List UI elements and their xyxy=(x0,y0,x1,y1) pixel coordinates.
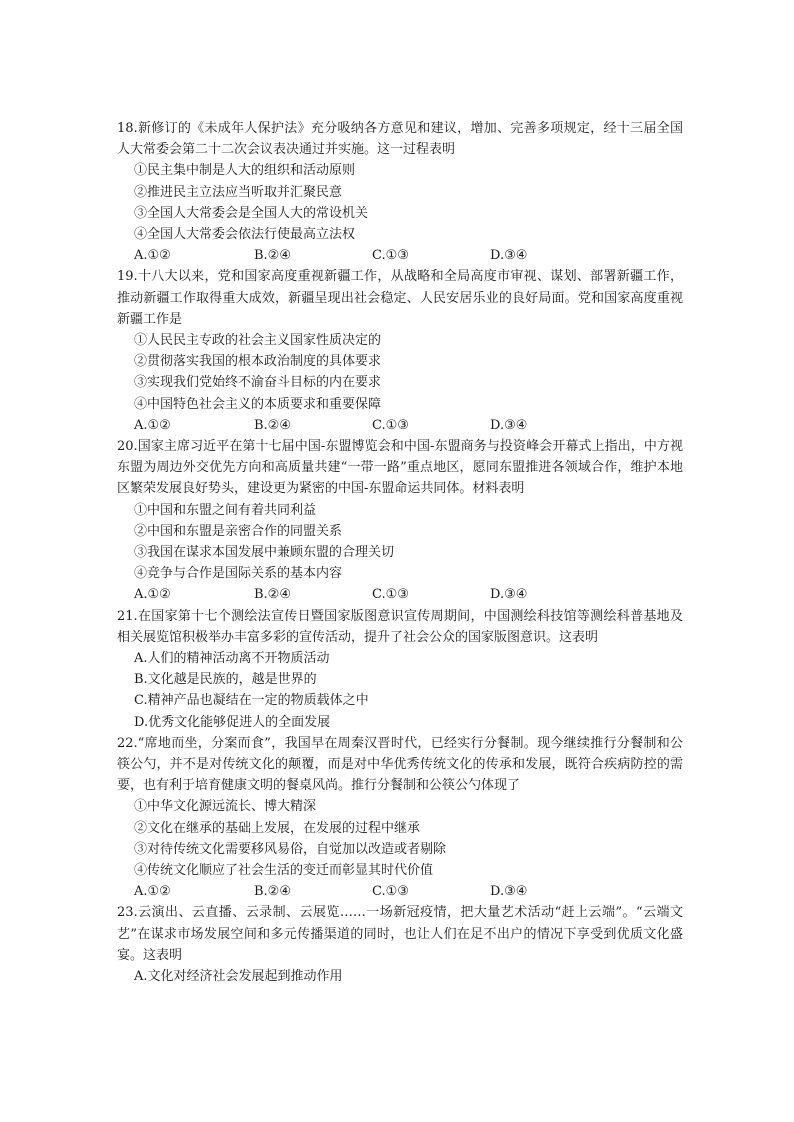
choice-c: C.①③ xyxy=(372,248,409,264)
answer-choices xyxy=(134,881,683,902)
choice-b: B.②④ xyxy=(254,417,291,433)
choice-b: B.②④ xyxy=(254,884,291,900)
answer-choices xyxy=(134,245,683,266)
question-18 xyxy=(117,118,683,266)
question-19 xyxy=(117,266,683,436)
choice-d: D.③④ xyxy=(490,417,528,433)
choice-d: D.③④ xyxy=(490,884,528,900)
choice-option: B.文化越是民族的，越是世界的 xyxy=(134,672,317,688)
question-stem: 20.国家主席习近平在第十七届中国-东盟博览会和中国-东盟商务与投资峰会开幕式上指出，中方视东盟为周边外交优先方向和高质量共建“一带一路”重点地区，愿同东盟推进各领域合作，维护本地区繁荣发展良好势头，建设更为紧密的中国-东盟命运共同体。材料表明 xyxy=(117,439,683,497)
statement-option: ③实现我们党始终不渝奋斗目标的内在要求 xyxy=(134,375,382,391)
statement-option: ④传统文化顺应了社会生活的变迁而彰显其时代价值 xyxy=(134,863,434,879)
statement-option: ④全国人大常委会依法行使最高立法权 xyxy=(134,227,356,243)
choice-c: C.①③ xyxy=(372,884,409,900)
question-21 xyxy=(117,606,683,733)
choice-b: B.②④ xyxy=(254,248,291,264)
statement-option: ③全国人大常委会是全国人大的常设机关 xyxy=(134,205,369,221)
answer-choices xyxy=(134,584,683,605)
statement-option: ①民主集中制是人大的组织和活动原则 xyxy=(134,163,356,179)
choice-option: C.精神产品也凝结在一定的物质载体之中 xyxy=(134,693,369,709)
choice-c: C.①③ xyxy=(372,587,409,603)
statement-option: ③对待传统文化需要移风易俗，自觉加以改造或者剔除 xyxy=(134,841,447,857)
statement-option: ①中国和东盟之间有着共同利益 xyxy=(134,502,317,518)
choice-d: D.③④ xyxy=(490,587,528,603)
question-20 xyxy=(117,436,683,606)
statement-option: ④竞争与合作是国际关系的基本内容 xyxy=(134,566,343,582)
choice-option: D.优秀文化能够促进人的全面发展 xyxy=(134,714,331,730)
choice-a: A.①② xyxy=(134,417,171,433)
statement-option: ②中国和东盟是亲密合作的同盟关系 xyxy=(134,523,343,539)
exam-page xyxy=(117,118,683,987)
question-22 xyxy=(117,733,683,903)
statement-option: ②贯彻落实我国的根本政治制度的具体要求 xyxy=(134,354,382,370)
question-stem: 23.云演出、云直播、云录制、云展览……一场新冠疫情，把大量艺术活动“赶上云端”。“云端文艺”在谋求市场发展空间和多元传播渠道的同时，也让人们在足不出户的情况下享受到优质文化盛宴。这表明 xyxy=(117,905,683,963)
answer-choices xyxy=(134,415,683,436)
question-stem: 21.在国家第十七个测绘法宣传日暨国家版图意识宣传周期间，中国测绘科技馆等测绘科普基地及相关展览馆积极举办丰富多彩的宣传活动，提升了社会公众的国家版图意识。这表明 xyxy=(117,608,683,645)
choice-b: B.②④ xyxy=(254,587,291,603)
choice-c: C.①③ xyxy=(372,417,409,433)
choice-a: A.①② xyxy=(134,248,171,264)
choice-option: A.文化对经济社会发展起到推动作用 xyxy=(134,969,343,985)
statement-option: ②推进民主立法应当听取并汇聚民意 xyxy=(134,184,343,200)
statement-option: ①人民民主专政的社会主义国家性质决定的 xyxy=(134,333,382,349)
choice-d: D.③④ xyxy=(490,248,528,264)
question-stem: 18.新修订的《未成年人保护法》充分吸纳各方意见和建议，增加、完善多项规定，经十三届全国人大常委会第二十二次会议表决通过并实施。这一过程表明 xyxy=(117,121,683,158)
question-stem: 22.“席地而坐，分案而食”，我国早在周秦汉晋时代，已经实行分餐制。现今继续推行分餐制和公筷公勺，并不是对传统文化的颠覆，而是对中华优秀传统文化的传承和发展，既符合疾病防控的需要，也有利于培育健康文明的餐桌风尚。推行分餐制和公筷公勺体现了 xyxy=(117,735,683,794)
question-23 xyxy=(117,902,683,987)
statement-option: ②文化在继承的基础上发展，在发展的过程中继承 xyxy=(134,820,421,836)
statement-option: ③我国在谋求本国发展中兼顾东盟的合理关切 xyxy=(134,545,395,561)
statement-option: ④中国特色社会主义的本质要求和重要保障 xyxy=(134,396,382,412)
question-stem: 19.十八大以来，党和国家高度重视新疆工作，从战略和全局高度市审视、谋划、部署新疆工作，推动新疆工作取得重大成效，新疆呈现出社会稳定、人民安居乐业的良好局面。党和国家高度重视新疆工作是 xyxy=(117,269,683,327)
statement-option: ①中华文化源远流长、博大精深 xyxy=(134,799,317,815)
choice-option: A.人们的精神活动离不开物质活动 xyxy=(134,651,330,667)
choice-a: A.①② xyxy=(134,884,171,900)
choice-a: A.①② xyxy=(134,587,171,603)
